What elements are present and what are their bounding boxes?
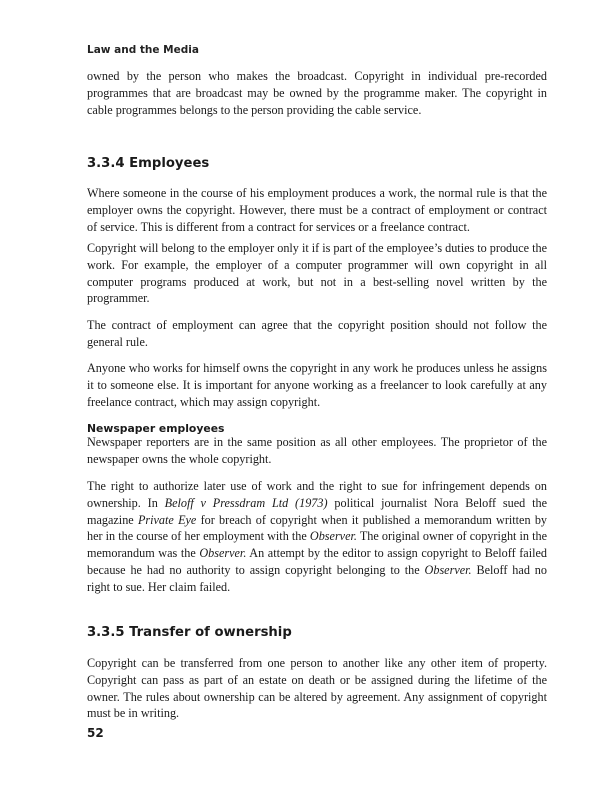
p6-text-3: for breach of copyright when it published a memorandum written by her in the course of her employment with the [87,512,548,544]
p6-text-2: political journalist Nora Beloff sued the magazine [87,495,547,527]
section-heading-employees: 3.3.4 Employees [87,156,210,171]
employees-paragraph-3: The contract of employment can agree that the copyright position should not follow the general rule. [87,318,547,349]
employees-paragraph-1: Where someone in the course of his employment produces a work, the normal rule is that the employer owns the copyright. However, there must be a contract of employment or contract of service. This is different from a contract for services or a freelance contract. [87,186,547,234]
intro-paragraph: owned by the person who makes the broadcast. Copyright in individual pre-recorded programmes that are broadcast may be owned by the programme maker. The copyright in cable programmes belongs to the person providing the cable service. [87,69,547,117]
p6-text-4: The original owner of copyright in the memorandum was the [87,529,547,561]
subheading-newspaper-employees: Newspaper employees [87,422,225,435]
employees-paragraph-2: Copyright will belong to the employer only it if is part of the employee’s duties to produce the work. For example, the employer of a computer programmer will own copyright in all computer programs produced at work, but not in a best-selling novel written by the programmer. [87,241,547,306]
newspaper-paragraph-2 [87,478,547,596]
p6-text-1: The right to authorize later use of work and the right to sue for infringement depends on ownership. In [87,479,547,510]
section-heading-transfer: 3.3.5 Transfer of ownership [87,625,292,640]
running-header: Law and the Media [87,44,199,56]
page-number: 52 [87,726,104,740]
case-name: Beloff v Pressdram Ltd (1973) [164,495,328,510]
p6-text-5: An attempt by the editor to assign copyright to Beloff failed because he had no authority to assign copyright belonging to the [87,546,547,577]
p6-text-6: Beloff had no right to sue. Her claim failed. [87,562,547,594]
observer-name-1: Observer. [309,529,357,544]
magazine-name: Private Eye [137,512,197,527]
observer-name-2: Observer. [199,546,247,561]
transfer-paragraph-1: Copyright can be transferred from one person to another like any other item of property. Copyright can pass as part of an estate on death or be assigned during the lifetime of the owner. The rules about ownership can be altered by agreement. Any assignment of copyright must be in writing. [87,656,547,721]
observer-name-3: Observer. [424,562,472,577]
employees-paragraph-4: Anyone who works for himself owns the copyright in any work he produces unless he assigns it to someone else. It is important for anyone working as a freelancer to look carefully at any freelance contract, which may assign copyright. [87,361,547,409]
newspaper-paragraph-1: Newspaper reporters are in the same position as all other employees. The proprietor of the newspaper owns the whole copyright. [87,435,547,466]
